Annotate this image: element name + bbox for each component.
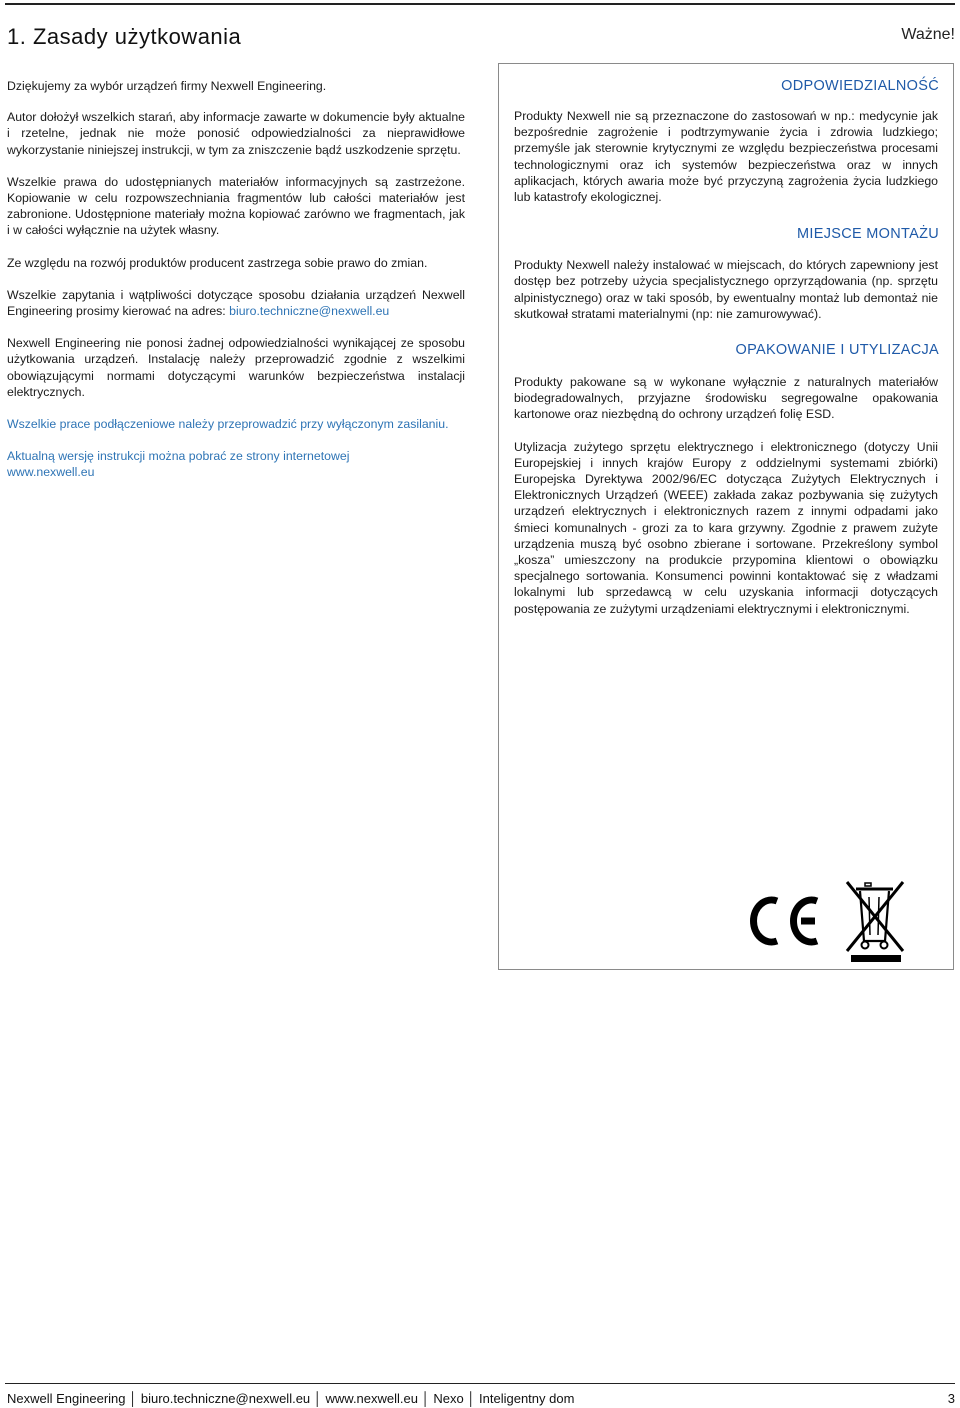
packaging-section: [499, 374, 953, 617]
packaging-heading: OPAKOWANIE I UTYLIZACJA: [735, 342, 939, 359]
website-link[interactable]: www.nexwell.eu: [7, 465, 95, 480]
responsibility-section: [499, 108, 953, 205]
power-warning-paragraph: Wszelkie prace podłączeniowe należy przeprowadzić przy wyłączonym zasilaniu.: [7, 417, 449, 432]
disposal-text: Utylizacja zużytego sprzętu elektrycznego i elektronicznego (dotyczy Unii Europejskiej i innych krajów Europy z oddzielnymi systemami zbiórki) Europejska Dyrektywa 2002/96/EC dotycząca Zużytych Elektrycznych i Elektronicznych Urządzeń (WEEE) zakłada zakaz pozbywania się zużytych urządzeń elektrycznych i elektronicznych razem z innymi odpadami jako śmieci komunalnych - grozi za to kara grzywny. Zgodnie z prawem zużyte urządzenia muszą być osobno zbierane i sortowane. Przekreślony symbol „kosza” umieszczony na produkcie przypomina klientowi o obowiązku specjalnego sortowania. Konsumenci powinni kontaktować się z władzami lokalnymi lub sprzedawcą w celu uzyskania informacji dotyczących postępowania ze zużytymi urządzeniami elektrycznymi i elektronicznymi.: [514, 439, 938, 616]
update-paragraph: [7, 448, 465, 480]
ce-mark-icon: [754, 900, 817, 942]
contact-paragraph: [7, 287, 465, 319]
responsibility-text: Produkty Nexwell nie są przeznaczone do zastosowań w np.: medycynie jak bezpośrednie zagrożenie i podtrzymywanie życia i zdrowia ludzkiego; przemyśle jak sterownie krytycznymi ze względu bezpieczeństwa procesami technologicznymi oraz ich systemów bezpieczeństwa oraz w innych aplikacjach, których awaria może być przyczyną zagrożenia życia ludzkiego lub katastrofy ekologicznej.: [514, 109, 938, 205]
important-info-box: [498, 63, 954, 970]
update-text: Aktualną wersję instrukcji można pobrać ze strony internetowej: [7, 449, 350, 464]
page-number: 3: [947, 1391, 955, 1406]
changes-paragraph: Ze względu na rozwój produktów producent zastrzega sobie prawo do zmian.: [7, 255, 428, 270]
mounting-heading: MIEJSCE MONTAŻU: [797, 226, 939, 243]
footer-text: Nexwell Engineering │ biuro.techniczne@nexwell.eu │ www.nexwell.eu │ Nexo │ Inteligentny dom: [7, 1391, 575, 1406]
top-rule: [5, 3, 955, 5]
symbols-svg: [743, 879, 939, 963]
left-column: [7, 78, 465, 481]
responsibility-heading: ODPOWIEDZIALNOŚĆ: [781, 78, 939, 94]
rights-paragraph: Wszelkie prawa do udostępnianych materiałów informacyjnych są zastrzeżone. Kopiowanie w celu rozpowszechniania fragmentów lub całości materiałów jest zabronione. Udostępnione materiały można kopiować zarówno we fragmentach, jak i w całości wyłącznie na użytek własny.: [7, 174, 465, 238]
thanks-paragraph: Dziękujemy za wybór urządzeń firmy Nexwell Engineering.: [7, 79, 327, 93]
chapter-title: 1. Zasady użytkowania: [7, 24, 242, 49]
certification-symbols: [743, 879, 939, 963]
important-label: Ważne!: [901, 26, 955, 43]
packaging-text: Produkty pakowane są w wykonane wyłącznie z naturalnych materiałów biodegradowalnych, przyjazne środowisku segregowalne opakowania kartonowe oraz niezbędną do ochrony urządzeń folię ESD.: [514, 375, 938, 422]
liability-paragraph: Nexwell Engineering nie ponosi żadnej odpowiedzialności wynikającej ze sposobu użytkowania urządzeń. Instalację należy przeprowadzić zgodnie z wszelkimi obowiązującymi normami dotyczącymi warunków bezpieczeństwa instalacji elektrycznych.: [7, 336, 465, 399]
contact-email-link[interactable]: biuro.techniczne@nexwell.eu: [229, 304, 390, 319]
bottom-rule: [5, 1383, 955, 1384]
crossed-out-bin-icon: [847, 882, 903, 962]
author-note-paragraph: Autor dołożył wszelkich starań, aby informacje zawarte w dokumencie były aktualne i rzetelne, jednak nie może ponosić odpowiedzialności za nieprawidłowe wykorzystanie niniejszej instrukcji, w tym za zniszczenie bądź uszkodzenie sprzętu.: [7, 110, 465, 157]
mounting-text: Produkty Nexwell należy instalować w miejscach, do których zapewniony jest dostęp bez potrzeby użycia specjalistycznego oprzyrządowania (np. sprzętu alpinistycznego) oraz w taki sposób, by ewentualny montaż lub demontaż nie skutkował stratami materialnymi (np: nie zamurowywać).: [514, 258, 938, 321]
mounting-section: [499, 257, 953, 322]
contact-text: Wszelkie zapytania i wątpliwości dotyczące sposobu działania urządzeń Nexwell Engineering prosimy kierować na adres:: [7, 287, 465, 319]
